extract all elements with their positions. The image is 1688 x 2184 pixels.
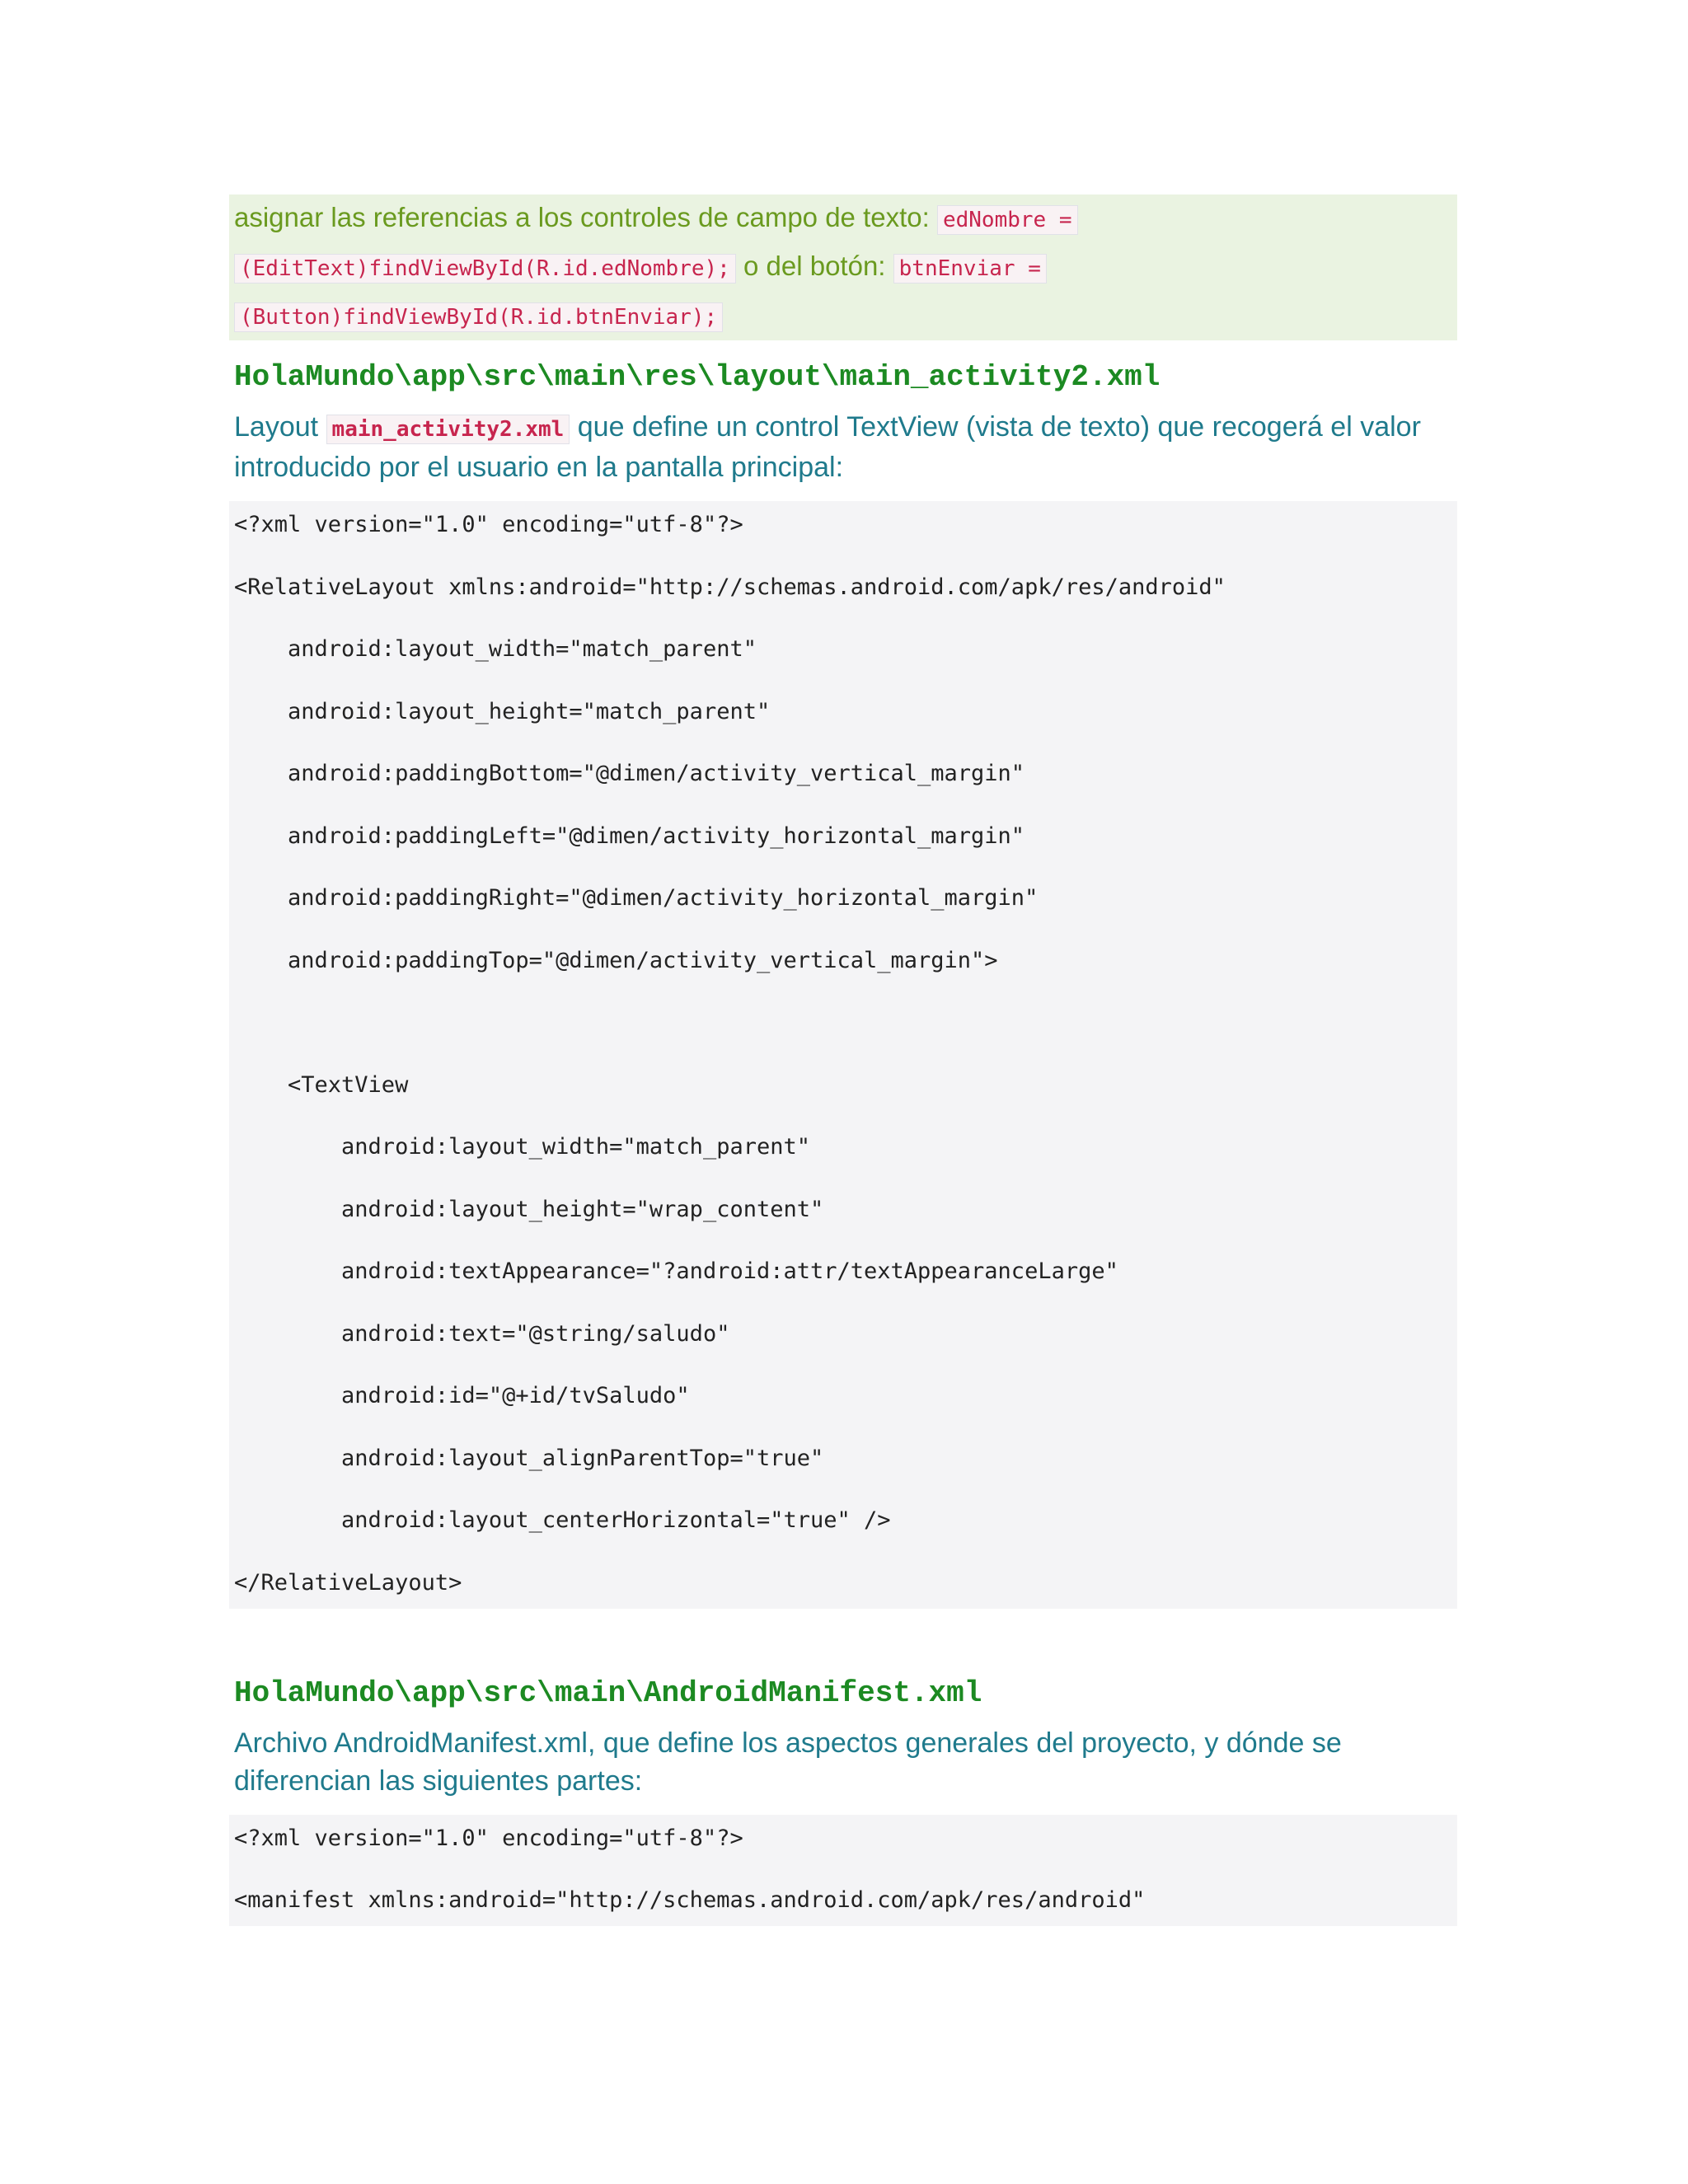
section-paragraph-layout [229,408,1457,486]
code-line: android:layout_width="match_parent" [234,1134,810,1160]
code-line: android:layout_alignParentTop="true" [234,1445,824,1471]
code-line: <manifest xmlns:android="http://schemas.android.com/apk/res/android" [234,1887,1146,1913]
code-line: <TextView [234,1071,409,1098]
code-line: <?xml version="1.0" encoding="utf-8"?> [234,512,743,537]
document-page [229,194,1457,1926]
note-box [229,194,1457,340]
code-line: android:paddingRight="@dimen/activity_horizontal_margin" [234,885,1039,911]
code-line: </RelativeLayout> [234,1569,462,1596]
code-line: android:paddingLeft="@dimen/activity_horizontal_margin" [234,823,1025,849]
code-line: android:layout_height="match_parent" [234,698,771,724]
section-heading-manifest: HolaMundo\app\src\main\AndroidManifest.xml [234,1675,982,1710]
inline-code-btnenviar: btnEnviar = [893,254,1047,284]
inline-code-edittext: (EditText)findViewById(R.id.edNombre); [234,254,736,284]
code-line: android:text="@string/saludo" [234,1320,730,1347]
para-text-after: que define un control TextView (vista de texto) que recogerá el valor introducido por el usuario en la pantalla principal: [234,411,1421,483]
section-heading-layout: HolaMundo\app\src\main\res\layout\main_activity2.xml [234,360,1160,394]
note-text-before: asignar las referencias a los controles de campo de texto: [234,202,930,232]
section-paragraph-manifest: Archivo AndroidManifest.xml, que define los aspectos generales del proyecto, y dónde se diferencian las siguientes partes: [234,1727,1342,1797]
code-line: android:id="@+id/tvSaludo" [234,1383,690,1408]
code-line: <RelativeLayout xmlns:android="http://schemas.android.com/apk/res/android" [234,574,1226,600]
note-text-mid: o del botón: [743,251,886,281]
code-line: android:layout_width="match_parent" [234,636,757,662]
inline-code-ednombre: edNombre = [937,205,1078,235]
code-line: android:textAppearance="?android:attr/textAppearanceLarge" [234,1258,1118,1284]
code-line: <?xml version="1.0" encoding="utf-8"?> [234,1825,743,1851]
code-line: android:paddingBottom="@dimen/activity_vertical_margin" [234,761,1025,786]
code-block-manifest-xml [229,1815,1457,1927]
code-block-layout-xml [229,501,1457,1609]
spacer [229,1609,1457,1657]
inline-code-button: (Button)findViewById(R.id.btnEnviar); [234,302,723,332]
code-line: android:paddingTop="@dimen/activity_vertical_margin"> [234,947,998,973]
inline-code-main-activity2: main_activity2.xml [326,415,570,444]
para-text-before: Layout [234,411,319,443]
code-line: android:layout_height="wrap_content" [234,1196,824,1222]
code-line [234,1007,1452,1070]
code-line: android:layout_centerHorizontal="true" /> [234,1507,891,1533]
